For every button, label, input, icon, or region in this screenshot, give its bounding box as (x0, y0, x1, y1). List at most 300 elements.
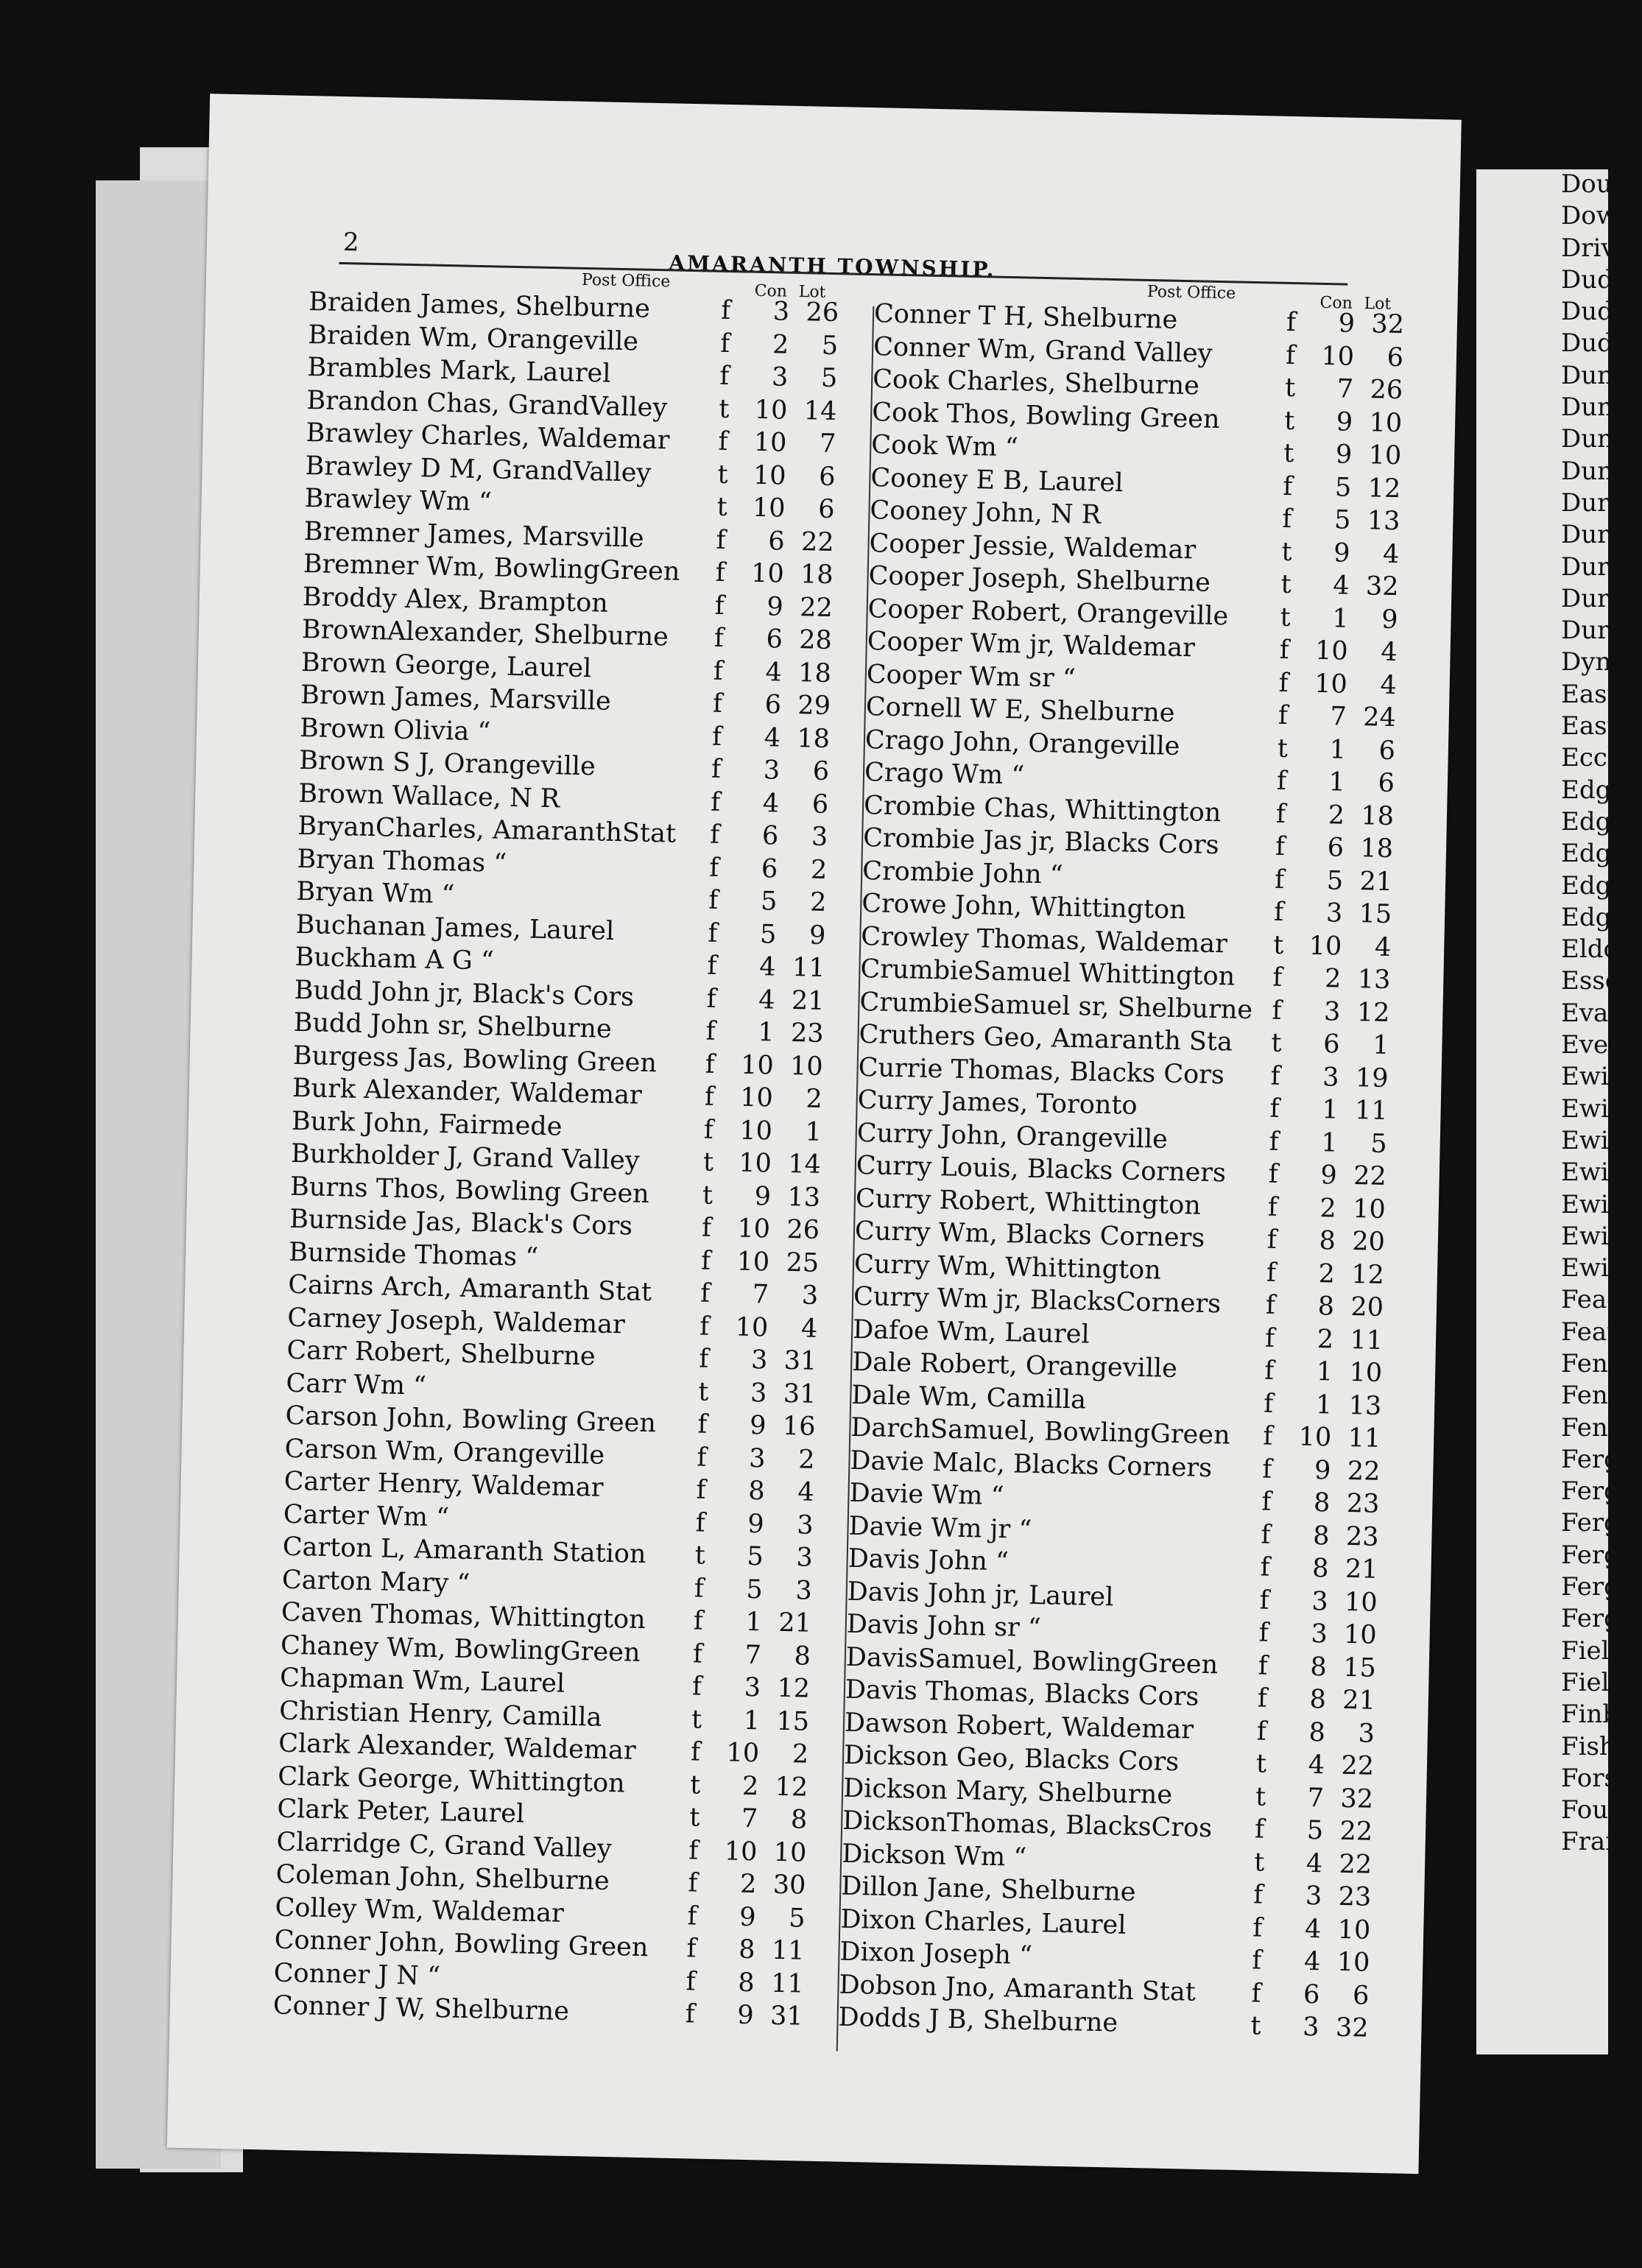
entry-lot: 25 (786, 1247, 820, 1278)
entry-tenure: f (713, 656, 724, 686)
entry-lot: 12 (1367, 473, 1401, 504)
entry-lot: 2 (810, 855, 828, 885)
entry-tenure: t (694, 1540, 706, 1571)
entry-tenure: t (1284, 373, 1296, 404)
entry-post-office: Waldemar (463, 1470, 604, 1503)
entry-concession: 5 (746, 1574, 764, 1605)
entry-post-office: Grand Valley (435, 1830, 613, 1864)
entry-post-office: “ (468, 716, 491, 747)
entry-name: Cooper Robert, (867, 594, 1069, 628)
entry-name: Clark George, (277, 1761, 462, 1795)
entry-name: Cook Charles, (872, 364, 1057, 398)
entry-concession: 5 (759, 919, 777, 950)
entry-concession: 3 (1302, 2012, 1319, 2043)
entry-tenure: f (686, 1966, 697, 1997)
facing-page-fragment: Eccl (1561, 743, 1615, 773)
entry-tenure: f (713, 623, 725, 653)
entry-concession: 4 (1304, 1914, 1322, 1944)
entry-name: Curry Wm, (853, 1249, 998, 1282)
entry-lot: 14 (803, 395, 837, 426)
entry-name: Broddy Alex, (302, 582, 471, 616)
entry-lot: 21 (1345, 1554, 1378, 1585)
entry-post-office: Laurel (1020, 1580, 1114, 1612)
entry-lot: 15 (1359, 899, 1392, 930)
entry-name: Dixon Charles, (840, 1904, 1034, 1938)
facing-page-fragment: Fenn (1561, 1412, 1624, 1443)
entry-lot: 6 (818, 462, 836, 492)
entry-lot: 1 (805, 1116, 822, 1147)
entry-concession: 4 (1332, 571, 1350, 601)
facing-page-fragment: Forsyt (1561, 1763, 1641, 1793)
entry-post-office: Shelburne (468, 1011, 613, 1044)
entry-name: Brown Wallace, (297, 778, 502, 813)
entry-name: Carter Wm (283, 1499, 429, 1532)
entry-name: Carter Henry, (283, 1466, 464, 1500)
con-header: Con (754, 281, 788, 301)
entry-name: Buckham A G (295, 942, 473, 976)
entry-tenure: f (1269, 1094, 1280, 1124)
entry-lot: 19 (1355, 1063, 1389, 1094)
entry-tenure: f (714, 591, 725, 621)
entry-lot: 21 (1359, 866, 1393, 897)
entry-tenure: f (1282, 471, 1293, 501)
entry-post-office: Shelburne (1029, 1777, 1173, 1810)
entry-post-office: Grand Valley (463, 1142, 641, 1176)
entry-post-office: Shelburne (992, 1874, 1136, 1908)
entry-tenure: f (700, 1246, 711, 1276)
entry-post-office: Camilla (493, 1700, 602, 1733)
entry-name: Cooper Jessie, (869, 528, 1057, 562)
entry-post-office: “ (485, 848, 507, 878)
entry-post-office: BowlingGreen (485, 553, 680, 587)
facing-page-fragment: Durl (1561, 520, 1618, 550)
entry-lot: 21 (1342, 1685, 1376, 1716)
facing-page-fragment: Fisher (1561, 1731, 1642, 1761)
directory-page (167, 94, 1462, 2174)
entry-tenure: t (1272, 930, 1284, 960)
entry-concession: 10 (735, 1312, 769, 1342)
entry-concession: 1 (1331, 603, 1350, 634)
entry-tenure: t (697, 1376, 709, 1407)
entry-post-office: Laurel (471, 1667, 565, 1699)
entry-lot: 3 (795, 1575, 813, 1606)
entry-post-office: Amaranth Sta (1043, 1024, 1233, 1057)
entry-tenure: f (696, 1475, 707, 1505)
entry-name: DavisSamuel, (845, 1642, 1024, 1676)
entry-concession: 10 (1321, 341, 1355, 372)
entry-lot: 32 (1335, 2012, 1369, 2043)
entry-name: Clark Alexander, (278, 1728, 497, 1763)
entry-concession: 6 (1327, 833, 1345, 863)
entry-lot: 20 (1350, 1292, 1384, 1323)
entry-concession: 3 (750, 1378, 767, 1408)
entry-tenure: t (1283, 438, 1294, 469)
entry-post-office: Whittington (1036, 1187, 1202, 1221)
entry-concession: 4 (762, 788, 780, 819)
entry-concession: 1 (1328, 767, 1346, 797)
entry-name: Brown Olivia (299, 713, 470, 747)
entry-post-office: Blacks Corners (997, 1219, 1205, 1253)
entry-lot: 23 (1338, 1881, 1372, 1912)
entry-name: Brown George, (300, 647, 499, 682)
entry-tenure: f (1276, 766, 1287, 797)
entry-lot: 23 (1345, 1521, 1379, 1552)
entry-concession: 10 (1314, 669, 1348, 700)
entry-name: Conner J N (273, 1958, 420, 1991)
entry-post-office: “ (427, 1502, 450, 1532)
entry-lot: 5 (821, 331, 839, 361)
entry-name: Cook Wm (870, 430, 998, 462)
entry-tenure: t (1250, 2011, 1262, 2041)
entry-lot: 3 (796, 1510, 814, 1540)
entry-tenure: f (690, 1737, 701, 1767)
entry-name: Crago John, (864, 725, 1021, 758)
entry-name: Cooney John, (870, 496, 1043, 529)
entry-tenure: t (702, 1180, 713, 1211)
entry-tenure: f (1264, 1356, 1275, 1386)
entry-post-office: Laurel (431, 1797, 525, 1829)
entry-concession: 8 (1312, 1521, 1330, 1551)
entry-name: Davie Wm jr (848, 1511, 1011, 1544)
entry-lot: 6 (812, 756, 830, 787)
entry-tenure: f (1267, 1192, 1278, 1222)
entry-name: Dixon Joseph (839, 1937, 1012, 1971)
entry-name: Carson John, (285, 1401, 454, 1434)
entry-concession: 9 (1335, 440, 1353, 470)
entry-post-office: Orangeville (1019, 728, 1180, 761)
entry-name: Crombie Jas jr, (862, 823, 1057, 857)
entry-lot: 6 (1378, 768, 1395, 799)
entry-tenure: f (1257, 1683, 1268, 1714)
facing-page-fragment: Durl (1561, 552, 1618, 582)
entry-post-office: Blacks Corners (1018, 1154, 1227, 1188)
entry-tenure: t (691, 1704, 702, 1735)
entry-post-office: Bowling Green (453, 1404, 657, 1439)
entry-post-office: “ (1041, 859, 1064, 890)
entry-name: Cooper Wm sr (866, 659, 1055, 693)
entry-concession: 9 (1314, 1455, 1331, 1485)
entry-tenure: t (716, 492, 728, 523)
facing-page-fragment: Durl (1561, 487, 1618, 518)
entry-lot: 6 (1378, 736, 1396, 766)
entry-tenure: t (718, 394, 730, 424)
entry-lot: 10 (773, 1837, 807, 1868)
entry-tenure: f (1272, 996, 1282, 1026)
entry-post-office: GrandValley (483, 454, 652, 488)
con-header: Con (1319, 293, 1353, 313)
entry-lot: 26 (786, 1214, 820, 1245)
entry-post-office: Waldemar (1055, 532, 1197, 565)
entry-concession: 7 (1336, 374, 1354, 404)
entry-lot: 12 (1350, 1259, 1385, 1290)
entry-tenure: f (716, 525, 727, 555)
entry-post-office: Laurel (996, 1317, 1090, 1350)
entry-post-office: “ (1010, 1940, 1033, 1971)
entry-post-office: Orangeville (435, 748, 596, 782)
entry-lot: 10 (1349, 1357, 1383, 1388)
entry-post-office: Shelburne (1031, 695, 1175, 728)
entry-post-office: Laurel (1032, 1908, 1127, 1940)
entry-post-office: Marsville (513, 521, 645, 554)
facing-page (1476, 169, 1642, 2054)
entry-lot: 31 (783, 1378, 817, 1409)
entry-name: Crowe John, (861, 888, 1023, 922)
entry-lot: 28 (798, 625, 833, 656)
entry-post-office: Orangeville (1007, 1121, 1169, 1155)
entry-concession: 10 (752, 493, 786, 524)
entry-lot: 13 (787, 1182, 821, 1213)
entry-concession: 1 (1315, 1390, 1333, 1420)
entry-post-office: GrandValley (499, 390, 668, 423)
entry-lot: 30 (772, 1870, 806, 1901)
entry-name: Brawley Charles, (306, 418, 530, 453)
entry-post-office: “ (982, 1481, 1004, 1512)
facing-page-fragment: Ewin (1561, 1221, 1625, 1251)
entry-tenure: f (1252, 1912, 1263, 1943)
entry-lot: 10 (1352, 1194, 1386, 1225)
entry-post-office: Shelburne (524, 619, 669, 652)
facing-page-fragment: Fenn (1561, 1381, 1624, 1411)
entry-name: Burk John, (291, 1106, 431, 1139)
entry-name: Conner John, (274, 1925, 446, 1959)
entry-concession: 6 (764, 690, 782, 720)
entry-lot: 12 (775, 1772, 808, 1803)
entry-name: Currie Thomas, (858, 1052, 1062, 1087)
entry-concession: 9 (739, 1902, 756, 1932)
entry-concession: 5 (1334, 472, 1352, 503)
entry-tenure: f (718, 426, 728, 457)
entry-lot: 8 (794, 1641, 811, 1672)
entry-lot: 21 (791, 985, 825, 1016)
entry-name: Bremner Wm, (303, 549, 486, 583)
facing-page-fragment: Finbo (1561, 1700, 1634, 1730)
entry-concession: 3 (744, 1672, 761, 1703)
entry-concession: 3 (1322, 1062, 1339, 1093)
entry-tenure: f (1251, 1978, 1261, 2009)
entry-concession: 4 (764, 722, 781, 753)
entry-tenure: f (693, 1606, 704, 1636)
entry-name: Davie Malc, (850, 1445, 1006, 1479)
facing-page-fragment: Fergu (1561, 1444, 1636, 1474)
entry-lot: 18 (797, 658, 832, 688)
entry-concession: 5 (747, 1541, 764, 1572)
entry-post-office: Camilla (978, 1382, 1087, 1415)
facing-page-fragment: Edga (1561, 870, 1627, 901)
entry-tenure: f (697, 1442, 707, 1473)
entry-tenure: f (1278, 668, 1289, 698)
entry-tenure: f (695, 1507, 706, 1538)
facing-page-fragment: Fergu (1561, 1572, 1636, 1602)
entry-name: CrumbieSamuel sr, (859, 987, 1110, 1022)
entry-lot: 10 (1369, 407, 1403, 438)
entry-concession: 3 (1323, 996, 1341, 1027)
entry-post-office: Shelburne (974, 2005, 1118, 2038)
facing-page-fragment: Dun (1561, 424, 1614, 454)
entry-tenure: f (719, 361, 730, 392)
lot-header: Lot (1364, 295, 1392, 314)
entry-tenure: f (1261, 1487, 1272, 1517)
entry-post-office: Bowling Green (445, 1929, 649, 1963)
facing-page-fragment: Dun (1561, 360, 1614, 390)
entry-post-office: “ (432, 879, 455, 910)
entry-lot: 12 (777, 1673, 811, 1704)
entry-lot: 15 (776, 1706, 810, 1737)
entry-post-office: AmaranthStat (484, 815, 677, 849)
entry-tenure: f (698, 1344, 709, 1374)
entry-tenure: f (1281, 504, 1292, 535)
entry-lot: 9 (1381, 605, 1398, 635)
entry-post-office: Orangeville (444, 1437, 605, 1471)
entry-concession: 6 (761, 821, 779, 851)
entry-tenure: f (1263, 1389, 1274, 1419)
entry-post-office: Blacks Cors (1055, 827, 1219, 861)
entry-concession: 10 (754, 395, 788, 426)
entry-tenure: f (685, 1999, 696, 2029)
entry-tenure: t (1280, 569, 1292, 600)
entry-concession: 4 (758, 985, 775, 1015)
facing-page-fragment: Ever (1561, 1030, 1621, 1060)
facing-page-fragment: Edga (1561, 775, 1627, 805)
entry-post-office: Amaranth Stat (996, 1973, 1197, 2007)
facing-page-fragment: Evan (1561, 998, 1625, 1028)
entry-name: Dafoe Wm, (852, 1314, 997, 1348)
entry-tenure: f (710, 787, 721, 817)
entry-name: Caven Thomas, (281, 1597, 482, 1632)
entry-name: Curry Wm jr, (853, 1281, 1023, 1315)
entry-lot: 24 (1362, 702, 1397, 733)
entry-lot: 1 (1372, 1030, 1389, 1061)
entry-lot: 5 (1370, 1129, 1388, 1159)
entry-tenure: f (719, 328, 730, 359)
entry-lot: 4 (1382, 539, 1400, 569)
entry-concession: 2 (1324, 964, 1342, 994)
entry-post-office: N R (501, 783, 560, 814)
entry-name: Brawley D M, (305, 451, 485, 485)
entry-concession: 6 (766, 624, 783, 655)
entry-tenure: f (708, 885, 719, 915)
entry-concession: 5 (1306, 1815, 1324, 1846)
entry-post-office: Orangeville (1068, 598, 1229, 631)
entry-name: Christian Henry, (278, 1696, 495, 1730)
entry-concession: 5 (1326, 865, 1344, 896)
entry-tenure: f (697, 1409, 708, 1440)
entry-concession: 9 (767, 591, 784, 622)
entry-lot: 10 (1336, 1947, 1370, 1978)
entry-lot: 32 (1365, 571, 1399, 602)
entry-lot: 32 (1340, 1783, 1374, 1814)
entry-name: Budd John sr, (293, 1007, 469, 1041)
facing-page-fragment: Fergu (1561, 1604, 1636, 1634)
entry-concession: 9 (1338, 309, 1356, 339)
entry-lot: 16 (782, 1411, 816, 1442)
entry-lot: 6 (1352, 1980, 1370, 2011)
entry-lot: 4 (1380, 637, 1398, 668)
entry-tenure: f (704, 1082, 715, 1112)
entry-lot: 15 (1342, 1652, 1377, 1683)
facing-page-fragment: Ewin (1561, 1189, 1625, 1219)
entry-post-office: Waldemar (529, 423, 670, 456)
entry-name: Budd John jr, (294, 975, 465, 1009)
entry-lot: 4 (797, 1477, 815, 1507)
entry-concession: 4 (758, 952, 776, 982)
entry-tenure: f (711, 754, 722, 784)
entry-lot: 10 (1343, 1619, 1378, 1650)
entry-concession: 3 (750, 1345, 768, 1376)
entry-name: Cairns Arch, (287, 1269, 453, 1303)
entry-name: Curry Robert, (855, 1183, 1037, 1217)
entry-name: Clarridge C, (276, 1827, 437, 1860)
entry-lot: 22 (800, 526, 835, 557)
entry-lot: 4 (1380, 670, 1398, 700)
entry-concession: 2 (739, 1869, 757, 1900)
entry-tenure: f (1273, 897, 1284, 927)
entry-post-office: N R (1042, 499, 1102, 530)
facing-page-fragment: Found (1561, 1795, 1641, 1825)
entry-concession: 3 (1305, 1881, 1322, 1912)
entry-name: Carr Robert, (286, 1335, 453, 1369)
entry-lot: 11 (1354, 1096, 1389, 1126)
entry-lot: 18 (1361, 800, 1395, 831)
facing-page-fragment: Fergu (1561, 1508, 1636, 1538)
entry-tenure: f (1261, 1520, 1271, 1550)
entry-tenure: f (706, 984, 716, 1014)
entry-concession: 1 (1320, 1127, 1339, 1158)
entry-lot: 22 (1353, 1161, 1387, 1191)
entry-concession: 5 (760, 887, 778, 917)
entry-tenure: f (711, 722, 722, 752)
entry-name: Brawley Wm (304, 484, 471, 517)
entry-name: Dillon Jane, (840, 1871, 993, 1904)
facing-page-fragment: Edga (1561, 902, 1627, 932)
entry-post-office: “ (1009, 1514, 1032, 1545)
right-entries (838, 299, 1434, 2047)
entry-post-office: Blacks Corners (1004, 1448, 1213, 1483)
entry-lot: 2 (792, 1739, 809, 1769)
entry-name: Clark Peter, (277, 1794, 432, 1828)
entry-concession: 10 (753, 460, 786, 491)
entry-post-office: “ (1004, 1842, 1027, 1873)
entry-lot: 10 (1344, 1587, 1378, 1618)
entry-name: Crombie John (861, 856, 1043, 890)
entry-tenure: f (1256, 1716, 1267, 1747)
entry-post-office: BowlingGreen (1035, 1417, 1231, 1451)
entry-tenure: f (692, 1638, 703, 1669)
entry-name: Dodds J B, (838, 2002, 976, 2035)
entry-name: Curry Louis, (856, 1150, 1020, 1184)
entry-concession: 9 (747, 1509, 765, 1539)
entry-post-office: Bowling Green (446, 1174, 650, 1209)
entry-post-office: Waldemar (485, 1306, 626, 1339)
entry-name: Cornell W E, (865, 692, 1032, 725)
entry-lot: 5 (820, 363, 838, 394)
facing-page-fragment: Dou (1561, 169, 1613, 199)
entry-post-office: Laurel (517, 357, 611, 389)
entry-name: Carr Wm (286, 1368, 406, 1401)
entry-concession: 6 (1303, 1979, 1320, 2010)
entry-lot: 18 (797, 723, 831, 754)
entry-name: Colley Wm, (275, 1892, 425, 1926)
entry-concession: 8 (1308, 1717, 1326, 1747)
entry-lot: 14 (787, 1149, 822, 1180)
entry-lot: 22 (1339, 1849, 1373, 1880)
entry-tenure: f (1269, 1127, 1280, 1157)
entry-post-office: Bowling Green (454, 1043, 658, 1078)
entry-tenure: f (687, 1901, 697, 1931)
entry-concession: 3 (771, 362, 789, 392)
entry-name: Curry John, (856, 1118, 1009, 1151)
entry-tenure: f (720, 295, 731, 326)
entry-concession: 1 (1329, 734, 1347, 765)
